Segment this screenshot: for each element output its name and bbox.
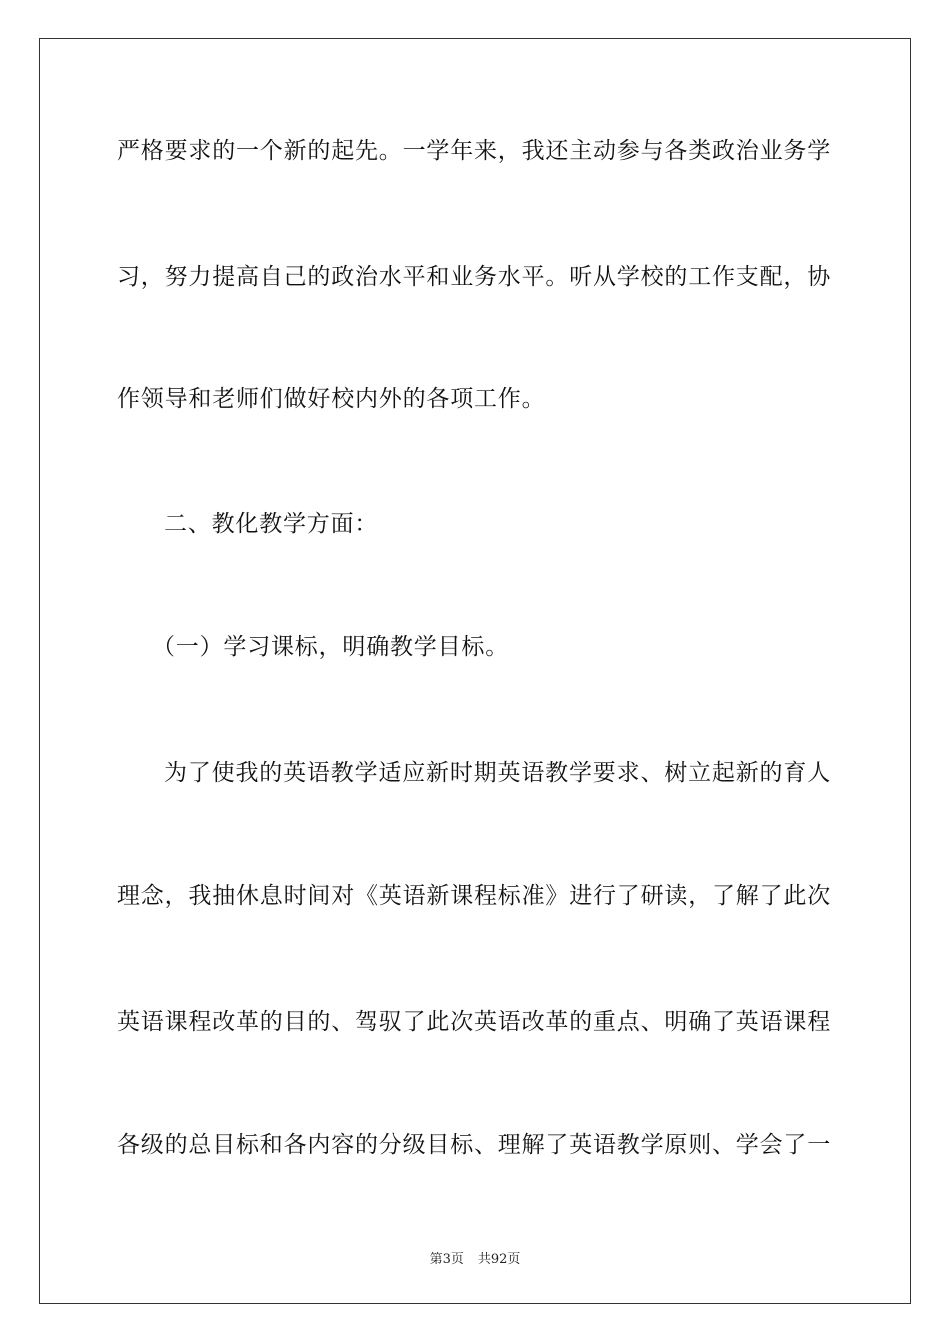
body-line-9: 各级的总目标和各内容的分级目标、理解了英语教学原则、学会了一	[117, 1132, 831, 1158]
page-footer	[0, 1248, 950, 1267]
body-line-8: 英语课程改革的目的、驾驭了此次英语改革的重点、明确了英语课程	[117, 1009, 831, 1035]
body-line-7: 理念，我抽休息时间对《英语新课程标准》进行了研读，了解了此次	[117, 883, 831, 909]
body-line-2: 习，努力提高自己的政治水平和业务水平。听从学校的工作支配，协	[117, 264, 831, 290]
subsection-heading: （一）学习课标，明确教学目标。	[152, 634, 509, 660]
page-total: 共92页	[477, 1252, 521, 1267]
body-line-1: 严格要求的一个新的起先。一学年来，我还主动参与各类政治业务学	[117, 138, 831, 164]
body-line-6: 为了使我的英语教学适应新时期英语教学要求、树立起新的育人	[164, 760, 831, 786]
body-line-3: 作领导和老师们做好校内外的各项工作。	[117, 386, 546, 412]
section-heading: 二、教化教学方面：	[164, 511, 379, 537]
page-frame	[39, 38, 911, 1304]
page-number: 第3页	[429, 1252, 464, 1267]
